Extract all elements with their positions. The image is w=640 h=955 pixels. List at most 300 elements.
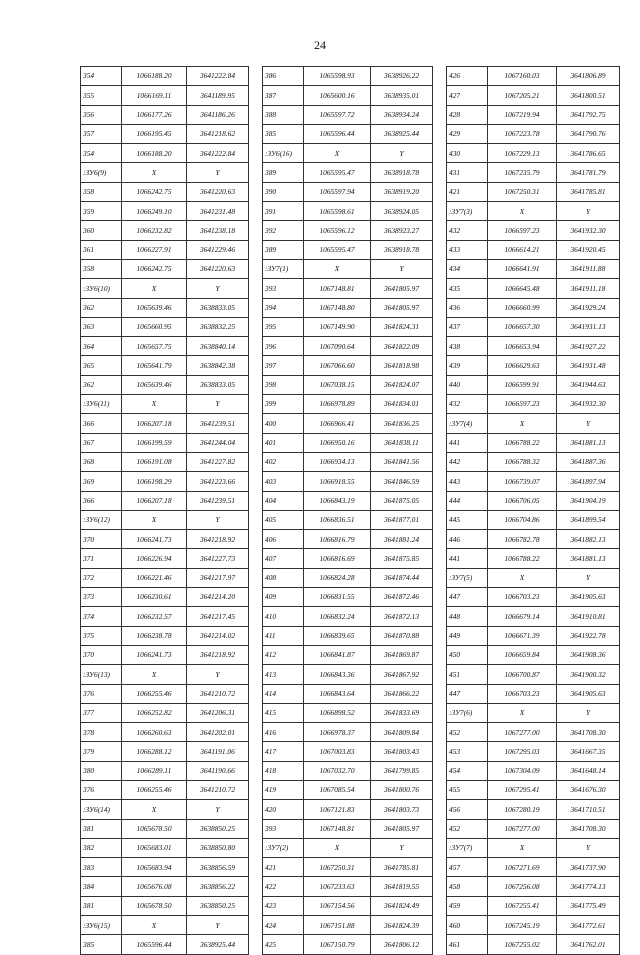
table-row — [81, 356, 249, 375]
point-number-cell: 389 — [263, 240, 304, 259]
y-coordinate-cell: 3641824.49 — [371, 896, 433, 915]
x-coordinate-cell: 1067121.83 — [304, 800, 371, 819]
y-coordinate-cell: 3638918.78 — [371, 240, 433, 259]
point-number-cell: 438 — [447, 337, 488, 356]
x-coordinate-cell: 1066832.24 — [304, 607, 371, 626]
y-coordinate-cell: 3641762.01 — [557, 935, 620, 954]
y-coordinate-cell: 3641803.43 — [371, 742, 433, 761]
table-row — [447, 645, 620, 664]
point-number-cell: 433 — [447, 240, 488, 259]
point-number-cell: 400 — [263, 414, 304, 433]
x-coordinate-cell: 1066704.86 — [488, 510, 557, 529]
table-row — [81, 819, 249, 838]
table-row — [263, 665, 433, 684]
x-coordinate-cell: 1066597.23 — [488, 395, 557, 414]
x-coordinate-cell: 1066249.10 — [122, 202, 187, 221]
x-coordinate-cell: 1066739.07 — [488, 472, 557, 491]
x-coordinate-cell: 1066659.84 — [488, 645, 557, 664]
x-coordinate-cell: 1066242.75 — [122, 182, 187, 201]
x-coordinate-cell: 1066188.20 — [122, 67, 187, 86]
point-number-cell: 369 — [81, 472, 122, 491]
y-coordinate-cell: 3641818.98 — [371, 356, 433, 375]
x-coordinate-cell: 1066599.91 — [488, 375, 557, 394]
point-number-cell: 430 — [447, 144, 488, 163]
x-coordinate-cell: 1067149.90 — [304, 317, 371, 336]
y-coordinate-cell: 3641910.81 — [557, 607, 620, 626]
table-row — [263, 780, 433, 799]
table-row — [447, 279, 620, 298]
page-number: 24 — [314, 38, 326, 52]
y-coordinate-cell: 3641841.56 — [371, 452, 433, 471]
point-number-cell: 419 — [263, 780, 304, 799]
x-coordinate-cell: 1066824.28 — [304, 568, 371, 587]
x-coordinate-cell: 1066255.46 — [122, 684, 187, 703]
point-number-cell: 402 — [263, 452, 304, 471]
x-coordinate-cell: 1066816.79 — [304, 530, 371, 549]
point-number-cell: 446 — [447, 530, 488, 549]
table-row — [263, 568, 433, 587]
table-row — [263, 530, 433, 549]
x-coordinate-cell: 1065641.79 — [122, 356, 187, 375]
table-row — [81, 491, 249, 510]
parcel-label-cell: :ЗУ7(3) — [447, 202, 488, 221]
x-coordinate-cell: 1065600.16 — [304, 86, 371, 105]
point-number-cell: 421 — [263, 858, 304, 877]
y-coordinate-cell: 3641781.79 — [557, 163, 620, 182]
point-number-cell: 385 — [81, 935, 122, 954]
y-coordinate-cell: Y — [557, 414, 620, 433]
point-number-cell: 411 — [263, 626, 304, 645]
y-coordinate-cell: 3641239.51 — [187, 414, 249, 433]
x-coordinate-cell: 1066195.45 — [122, 124, 187, 143]
y-coordinate-cell: 3641824.31 — [371, 317, 433, 336]
y-coordinate-cell: 3638923.27 — [371, 221, 433, 240]
y-coordinate-cell: 3638832.25 — [187, 317, 249, 336]
y-coordinate-cell: 3641866.22 — [371, 684, 433, 703]
x-coordinate-cell: 1066191.08 — [122, 452, 187, 471]
y-coordinate-cell: 3641227.73 — [187, 549, 249, 568]
point-number-cell: 429 — [447, 124, 488, 143]
y-coordinate-cell: 3638856.59 — [187, 858, 249, 877]
y-coordinate-cell: Y — [187, 916, 249, 935]
x-coordinate-cell: 1067250.31 — [304, 858, 371, 877]
point-number-cell: 384 — [81, 877, 122, 896]
y-coordinate-cell: Y — [371, 838, 433, 857]
y-coordinate-cell: 3641872.46 — [371, 588, 433, 607]
y-coordinate-cell: 3641206.31 — [187, 703, 249, 722]
x-coordinate-cell: 1066169.11 — [122, 86, 187, 105]
parcel-header-row — [447, 568, 620, 587]
y-coordinate-cell: 3641899.54 — [557, 510, 620, 529]
table-row — [447, 742, 620, 761]
table-row — [263, 202, 433, 221]
y-coordinate-cell: 3641929.24 — [557, 298, 620, 317]
parcel-label-cell: :ЗУ7(4) — [447, 414, 488, 433]
x-coordinate-cell: 1065595.47 — [304, 163, 371, 182]
x-coordinate-cell: 1065683.94 — [122, 858, 187, 877]
y-coordinate-cell: 3641881.24 — [371, 530, 433, 549]
table-row — [263, 433, 433, 452]
y-coordinate-cell: 3638833.05 — [187, 375, 249, 394]
x-coordinate-cell: 1067245.19 — [488, 916, 557, 935]
point-number-cell: 407 — [263, 549, 304, 568]
y-coordinate-cell: Y — [187, 800, 249, 819]
table-row — [263, 472, 433, 491]
table-row — [263, 375, 433, 394]
point-number-cell: 370 — [81, 530, 122, 549]
parcel-label-cell: :ЗУ6(13) — [81, 665, 122, 684]
parcel-header-row — [447, 703, 620, 722]
x-coordinate-cell: 1066645.48 — [488, 279, 557, 298]
y-coordinate-cell: Y — [187, 510, 249, 529]
y-coordinate-cell: 3641881.13 — [557, 549, 620, 568]
point-number-cell: 377 — [81, 703, 122, 722]
y-coordinate-cell: 3638926.22 — [371, 67, 433, 86]
point-number-cell: 431 — [447, 163, 488, 182]
table-row — [81, 684, 249, 703]
y-coordinate-cell: 3641931.48 — [557, 356, 620, 375]
x-coordinate-cell: 1065597.72 — [304, 105, 371, 124]
y-coordinate-cell: 3641803.73 — [371, 800, 433, 819]
table-row — [81, 124, 249, 143]
table-row — [81, 723, 249, 742]
x-coordinate-cell: 1067090.64 — [304, 337, 371, 356]
table-row — [81, 703, 249, 722]
point-number-cell: 365 — [81, 356, 122, 375]
y-coordinate-cell: 3641806.12 — [371, 935, 433, 954]
table-row — [447, 452, 620, 471]
x-coordinate-cell: 1065678.50 — [122, 896, 187, 915]
table-row — [263, 935, 433, 954]
y-coordinate-cell: 3641244.04 — [187, 433, 249, 452]
point-number-cell: 354 — [81, 144, 122, 163]
table-row — [447, 896, 620, 915]
point-number-cell: 426 — [447, 67, 488, 86]
x-coordinate-cell: 1066700.87 — [488, 665, 557, 684]
point-number-cell: 444 — [447, 491, 488, 510]
x-coordinate-cell: 1067223.78 — [488, 124, 557, 143]
x-coordinate-cell: 1067233.63 — [304, 877, 371, 896]
table-row — [447, 259, 620, 278]
x-coordinate-cell: 1067277.00 — [488, 819, 557, 838]
point-number-cell: 373 — [81, 588, 122, 607]
y-coordinate-cell: 3641805.97 — [371, 279, 433, 298]
x-coordinate-cell: 1067235.79 — [488, 163, 557, 182]
x-coordinate-cell: 1067085.54 — [304, 780, 371, 799]
point-number-cell: 450 — [447, 645, 488, 664]
table-row — [263, 279, 433, 298]
parcel-header-row — [81, 279, 249, 298]
y-coordinate-cell: 3641822.09 — [371, 337, 433, 356]
x-coordinate-cell: 1066816.69 — [304, 549, 371, 568]
y-coordinate-cell: 3641774.13 — [557, 877, 620, 896]
point-number-cell: 447 — [447, 588, 488, 607]
table-row — [81, 375, 249, 394]
y-coordinate-cell: 3641927.22 — [557, 337, 620, 356]
y-coordinate-cell: 3641231.48 — [187, 202, 249, 221]
point-number-cell: 418 — [263, 761, 304, 780]
y-coordinate-cell: 3641838.11 — [371, 433, 433, 452]
table-row — [447, 916, 620, 935]
y-coordinate-cell: Y — [557, 568, 620, 587]
y-coordinate-cell: 3641911.88 — [557, 259, 620, 278]
x-coordinate-cell: X — [488, 202, 557, 221]
x-coordinate-cell: 1067255.41 — [488, 896, 557, 915]
point-number-cell: 412 — [263, 645, 304, 664]
y-coordinate-cell: 3641824.07 — [371, 375, 433, 394]
table-row — [263, 626, 433, 645]
x-coordinate-cell: 1066978.89 — [304, 395, 371, 414]
table-row — [263, 491, 433, 510]
y-coordinate-cell: 3641708.30 — [557, 723, 620, 742]
x-coordinate-cell: 1066614.21 — [488, 240, 557, 259]
table-row — [263, 163, 433, 182]
table-row — [81, 780, 249, 799]
point-number-cell: 393 — [263, 279, 304, 298]
y-coordinate-cell: 3638842.38 — [187, 356, 249, 375]
y-coordinate-cell: 3641872.13 — [371, 607, 433, 626]
point-number-cell: 383 — [81, 858, 122, 877]
x-coordinate-cell: 1066657.30 — [488, 317, 557, 336]
table-row — [447, 510, 620, 529]
point-number-cell: 381 — [81, 819, 122, 838]
table-row — [263, 549, 433, 568]
x-coordinate-cell: 1065639.46 — [122, 375, 187, 394]
x-coordinate-cell: X — [488, 838, 557, 857]
point-number-cell: 376 — [81, 684, 122, 703]
point-number-cell: 388 — [263, 105, 304, 124]
y-coordinate-cell: 3641809.84 — [371, 723, 433, 742]
x-coordinate-cell: 1066198.29 — [122, 472, 187, 491]
table-row — [447, 182, 620, 201]
y-coordinate-cell: 3641800.51 — [557, 86, 620, 105]
x-coordinate-cell: 1066978.37 — [304, 723, 371, 742]
y-coordinate-cell: Y — [187, 279, 249, 298]
point-number-cell: 445 — [447, 510, 488, 529]
x-coordinate-cell: 1066788.22 — [488, 433, 557, 452]
table-row — [263, 819, 433, 838]
table-row — [81, 896, 249, 915]
table-row — [263, 588, 433, 607]
table-row — [81, 877, 249, 896]
x-coordinate-cell: 1066950.16 — [304, 433, 371, 452]
table-row — [263, 317, 433, 336]
x-coordinate-cell: X — [304, 144, 371, 163]
x-coordinate-cell: 1065639.46 — [122, 298, 187, 317]
x-coordinate-cell: X — [122, 510, 187, 529]
y-coordinate-cell: 3638935.01 — [371, 86, 433, 105]
table-row — [263, 800, 433, 819]
point-number-cell: 452 — [447, 819, 488, 838]
x-coordinate-cell: 1066641.91 — [488, 259, 557, 278]
x-coordinate-cell: 1065660.95 — [122, 317, 187, 336]
table-row — [81, 144, 249, 163]
point-number-cell: 453 — [447, 742, 488, 761]
coordinates-table-2 — [262, 66, 433, 955]
point-number-cell: 439 — [447, 356, 488, 375]
x-coordinate-cell: 1067295.03 — [488, 742, 557, 761]
table-row — [81, 761, 249, 780]
point-number-cell: 392 — [263, 221, 304, 240]
parcel-label-cell: :ЗУ7(6) — [447, 703, 488, 722]
x-coordinate-cell: 1066238.78 — [122, 626, 187, 645]
y-coordinate-cell: 3641805.97 — [371, 298, 433, 317]
x-coordinate-cell: 1067151.88 — [304, 916, 371, 935]
point-number-cell: 416 — [263, 723, 304, 742]
point-number-cell: 457 — [447, 858, 488, 877]
y-coordinate-cell: 3641904.19 — [557, 491, 620, 510]
x-coordinate-cell: 1066188.20 — [122, 144, 187, 163]
x-coordinate-cell: 1066841.87 — [304, 645, 371, 664]
x-coordinate-cell: 1066898.52 — [304, 703, 371, 722]
point-number-cell: 417 — [263, 742, 304, 761]
y-coordinate-cell: 3641710.51 — [557, 800, 620, 819]
point-number-cell: 379 — [81, 742, 122, 761]
x-coordinate-cell: 1066207.18 — [122, 414, 187, 433]
point-number-cell: 434 — [447, 259, 488, 278]
x-coordinate-cell: 1067229.13 — [488, 144, 557, 163]
parcel-header-row — [447, 414, 620, 433]
x-coordinate-cell: 1066232.82 — [122, 221, 187, 240]
parcel-header-row — [263, 838, 433, 857]
y-coordinate-cell: 3641772.61 — [557, 916, 620, 935]
table-row — [447, 607, 620, 626]
table-row — [447, 375, 620, 394]
x-coordinate-cell: 1066252.82 — [122, 703, 187, 722]
y-coordinate-cell: 3641869.87 — [371, 645, 433, 664]
table-row — [81, 221, 249, 240]
parcel-header-row — [81, 665, 249, 684]
x-coordinate-cell: 1067256.08 — [488, 877, 557, 896]
y-coordinate-cell: 3641790.76 — [557, 124, 620, 143]
y-coordinate-cell: 3641897.94 — [557, 472, 620, 491]
y-coordinate-cell: 3641908.36 — [557, 645, 620, 664]
x-coordinate-cell: 1065657.75 — [122, 337, 187, 356]
x-coordinate-cell: X — [122, 800, 187, 819]
table-row — [81, 568, 249, 587]
parcel-label-cell: :ЗУ7(1) — [263, 259, 304, 278]
y-coordinate-cell: 3638850.25 — [187, 896, 249, 915]
x-coordinate-cell: 1065678.50 — [122, 819, 187, 838]
y-coordinate-cell: 3641229.46 — [187, 240, 249, 259]
point-number-cell: 368 — [81, 452, 122, 471]
point-number-cell: 382 — [81, 838, 122, 857]
point-number-cell: 375 — [81, 626, 122, 645]
table-row — [81, 182, 249, 201]
table-row — [81, 549, 249, 568]
parcel-header-row — [81, 163, 249, 182]
x-coordinate-cell: 1066597.23 — [488, 221, 557, 240]
y-coordinate-cell: 3641676.30 — [557, 780, 620, 799]
table-row — [447, 780, 620, 799]
point-number-cell: 420 — [263, 800, 304, 819]
point-number-cell: 370 — [81, 645, 122, 664]
x-coordinate-cell: 1066230.61 — [122, 588, 187, 607]
point-number-cell: 455 — [447, 780, 488, 799]
x-coordinate-cell: 1065676.08 — [122, 877, 187, 896]
y-coordinate-cell: 3641190.66 — [187, 761, 249, 780]
point-number-cell: 452 — [447, 723, 488, 742]
table-row — [81, 742, 249, 761]
y-coordinate-cell: 3641737.90 — [557, 858, 620, 877]
y-coordinate-cell: 3641834.01 — [371, 395, 433, 414]
table-row — [81, 298, 249, 317]
x-coordinate-cell: 1066177.26 — [122, 105, 187, 124]
x-coordinate-cell: 1067295.41 — [488, 780, 557, 799]
point-number-cell: 394 — [263, 298, 304, 317]
parcel-header-row — [263, 144, 433, 163]
table-row — [447, 86, 620, 105]
table-row — [447, 67, 620, 86]
y-coordinate-cell: 3638919.20 — [371, 182, 433, 201]
table-row — [81, 105, 249, 124]
table-row — [447, 317, 620, 336]
y-coordinate-cell: 3641222.84 — [187, 67, 249, 86]
table-row — [81, 452, 249, 471]
x-coordinate-cell: 1065596.12 — [304, 221, 371, 240]
y-coordinate-cell: 3641931.13 — [557, 317, 620, 336]
y-coordinate-cell: 3641186.26 — [187, 105, 249, 124]
y-coordinate-cell: 3641214.02 — [187, 626, 249, 645]
table-row — [447, 395, 620, 414]
y-coordinate-cell: 3638856.22 — [187, 877, 249, 896]
y-coordinate-cell: 3641218.92 — [187, 645, 249, 664]
x-coordinate-cell: 1066836.51 — [304, 510, 371, 529]
point-number-cell: 398 — [263, 375, 304, 394]
x-coordinate-cell: X — [488, 703, 557, 722]
table-row — [263, 761, 433, 780]
x-coordinate-cell: 1067271.69 — [488, 858, 557, 877]
point-number-cell: 358 — [81, 259, 122, 278]
table-row — [447, 491, 620, 510]
x-coordinate-cell: 1067148.81 — [304, 819, 371, 838]
y-coordinate-cell: 3641648.14 — [557, 761, 620, 780]
point-number-cell: 356 — [81, 105, 122, 124]
x-coordinate-cell: 1066232.57 — [122, 607, 187, 626]
point-number-cell: 403 — [263, 472, 304, 491]
table-row — [81, 935, 249, 954]
point-number-cell: 387 — [263, 86, 304, 105]
x-coordinate-cell: 1067277.00 — [488, 723, 557, 742]
point-number-cell: 367 — [81, 433, 122, 452]
point-number-cell: 393 — [263, 819, 304, 838]
point-number-cell: 366 — [81, 414, 122, 433]
table-row — [263, 684, 433, 703]
parcel-label-cell: :ЗУ7(2) — [263, 838, 304, 857]
table-row — [447, 221, 620, 240]
point-number-cell: 395 — [263, 317, 304, 336]
y-coordinate-cell: 3638934.24 — [371, 105, 433, 124]
table-row — [447, 877, 620, 896]
table-row — [263, 877, 433, 896]
point-number-cell: 437 — [447, 317, 488, 336]
y-coordinate-cell: 3641227.82 — [187, 452, 249, 471]
y-coordinate-cell: 3641210.72 — [187, 684, 249, 703]
point-number-cell: 441 — [447, 549, 488, 568]
x-coordinate-cell: 1067160.03 — [488, 67, 557, 86]
y-coordinate-cell: 3641191.06 — [187, 742, 249, 761]
table-row — [81, 337, 249, 356]
x-coordinate-cell: 1067032.70 — [304, 761, 371, 780]
x-coordinate-cell: 1067003.83 — [304, 742, 371, 761]
parcel-label-cell: :ЗУ6(14) — [81, 800, 122, 819]
table-row — [263, 105, 433, 124]
x-coordinate-cell: 1066831.55 — [304, 588, 371, 607]
parcel-header-row — [81, 395, 249, 414]
y-coordinate-cell: 3641887.36 — [557, 452, 620, 471]
table-row — [81, 259, 249, 278]
x-coordinate-cell: 1066703.23 — [488, 684, 557, 703]
